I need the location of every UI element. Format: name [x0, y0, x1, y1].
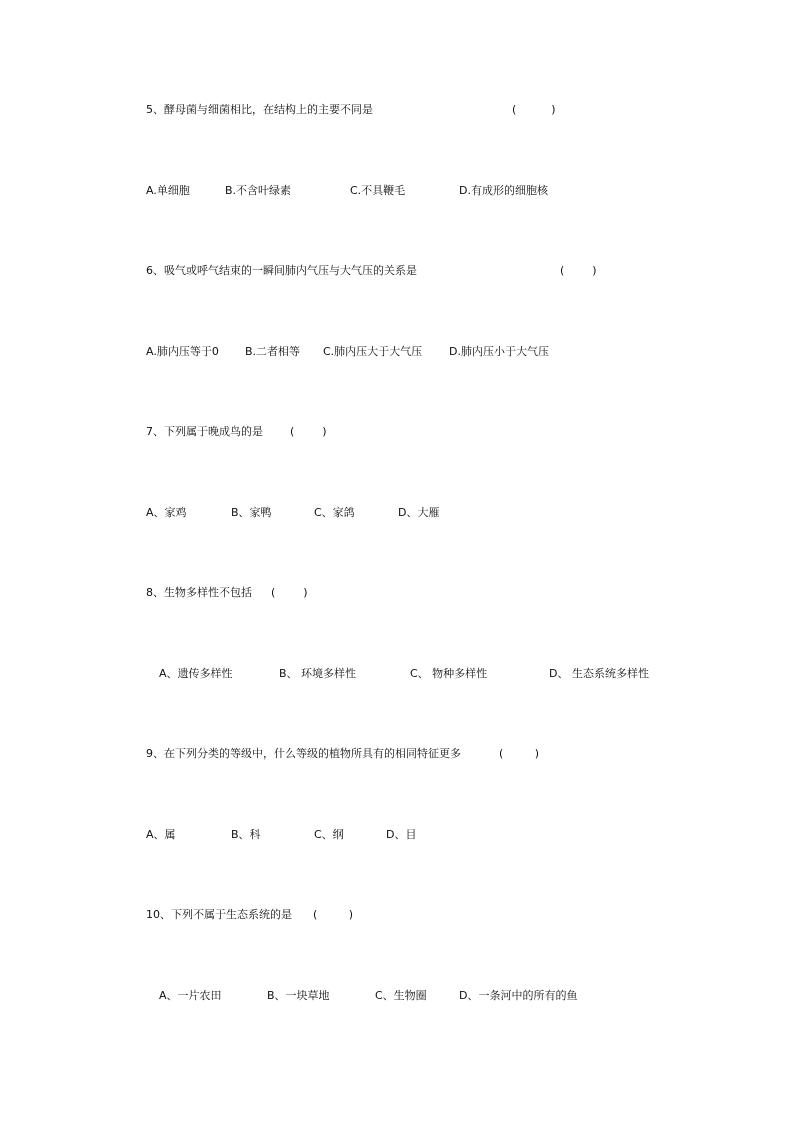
- question-8-option-a: A、遗传多样性: [159, 667, 233, 680]
- question-9-option-a: A、属: [146, 828, 176, 841]
- question-8-answer-paren: ( ): [271, 586, 308, 599]
- question-7-option-d: D、大雁: [398, 506, 440, 519]
- question-9-option-b: B、科: [231, 828, 261, 841]
- question-9-answer-paren: ( ): [499, 747, 540, 760]
- question-10-stem: 10、下列不属于生态系统的是: [146, 908, 292, 921]
- question-10-answer-paren: ( ): [313, 908, 354, 921]
- question-5-option-c: C.不具鞭毛: [350, 184, 406, 197]
- question-8-option-d: D、 生态系统多样性: [549, 667, 649, 680]
- question-5-option-b: B.不含叶绿素: [225, 184, 292, 197]
- question-5-stem-line: [146, 103, 596, 117]
- question-10-options: [159, 989, 619, 1003]
- question-7-option-c: C、家鸽: [314, 506, 355, 519]
- question-7-stem: 7、下列属于晚成鸟的是: [146, 425, 263, 438]
- question-6-option-d: D.肺内压小于大气压: [449, 345, 549, 358]
- question-7-option-b: B、家鸭: [231, 506, 272, 519]
- question-7-stem-line: [146, 425, 446, 439]
- question-10-option-a: A、一片农田: [159, 989, 222, 1002]
- question-10-option-c: C、生物圈: [375, 989, 427, 1002]
- question-6-options: [146, 345, 626, 359]
- question-10-option-d: D、一条河中的所有的鱼: [459, 989, 578, 1002]
- question-7-option-a: A、家鸡: [146, 506, 187, 519]
- question-8-stem: 8、生物多样性不包括: [146, 586, 252, 599]
- question-6-option-a: A.肺内压等于0: [146, 345, 219, 358]
- question-6-option-b: B.二者相等: [245, 345, 301, 358]
- question-7-answer-paren: ( ): [290, 425, 327, 438]
- question-9-options: [146, 828, 496, 842]
- question-5-stem: 5、酵母菌与细菌相比，在结构上的主要不同是: [146, 103, 373, 116]
- question-9-stem: 9、在下列分类的等级中，什么等级的植物所具有的相同特征更多: [146, 747, 461, 760]
- question-8-options: [159, 667, 679, 681]
- question-10-option-b: B、一块草地: [267, 989, 330, 1002]
- question-9-option-d: D、目: [386, 828, 417, 841]
- question-5-options: [146, 184, 596, 198]
- question-5-answer-paren: ( ): [512, 103, 556, 116]
- question-6-stem: 6、吸气或呼气结束的一瞬间肺内气压与大气压的关系是: [146, 264, 417, 277]
- question-10-stem-line: [146, 908, 446, 922]
- question-5-option-a: A.单细胞: [146, 184, 190, 197]
- question-5-option-d: D.有成形的细胞核: [459, 184, 548, 197]
- question-9-stem-line: [146, 747, 616, 761]
- question-8-stem-line: [146, 586, 446, 600]
- question-8-option-c: C、 物种多样性: [410, 667, 488, 680]
- question-7-options: [146, 506, 496, 520]
- question-6-stem-line: [146, 264, 626, 278]
- question-6-answer-paren: ( ): [560, 264, 597, 277]
- question-8-option-b: B、 环境多样性: [279, 667, 357, 680]
- question-9-option-c: C、纲: [314, 828, 344, 841]
- question-6-option-c: C.肺内压大于大气压: [323, 345, 423, 358]
